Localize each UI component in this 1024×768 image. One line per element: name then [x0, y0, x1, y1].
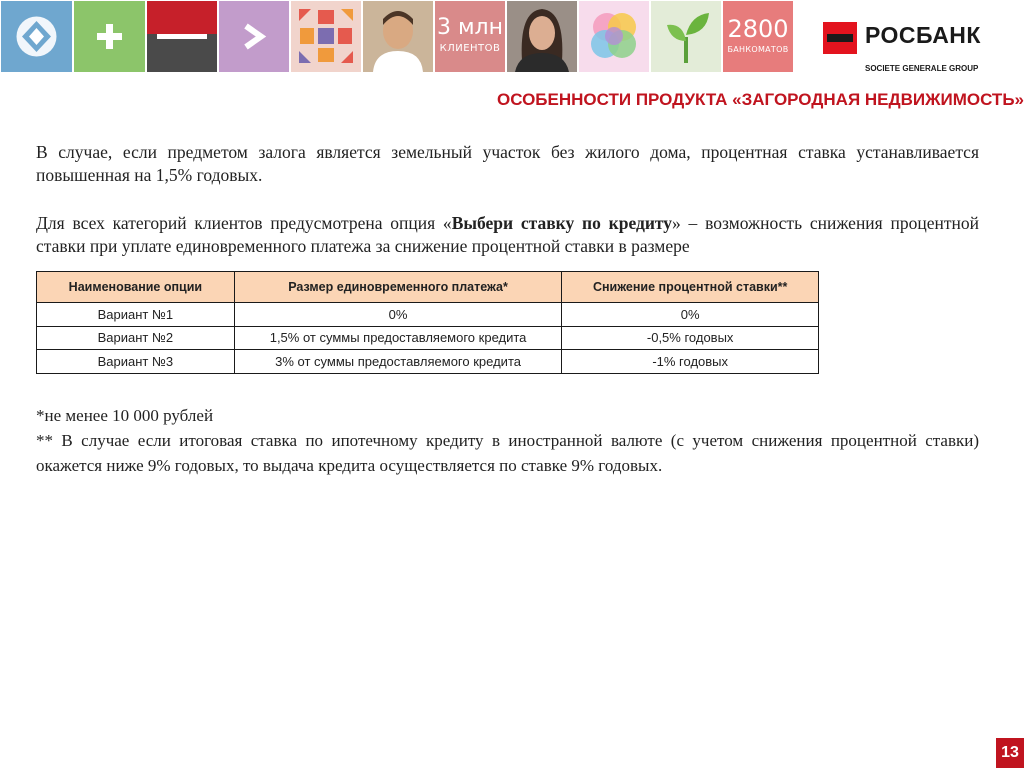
table-cell: -1% годовых: [562, 350, 819, 374]
options-table: [36, 271, 819, 374]
table-cell: 0%: [562, 303, 819, 327]
banner-tile-puzzle: [291, 1, 361, 72]
atm-count: 2800: [727, 15, 789, 43]
banner-tile-clients: [435, 1, 505, 72]
table-row: [37, 350, 819, 374]
header-banner: [0, 0, 1024, 74]
table-cell: 0%: [234, 303, 562, 327]
clients-count: 3 млн: [436, 15, 504, 40]
paragraph-rate-option-start: Для всех категорий клиентов предусмотрена опция «: [36, 213, 452, 233]
table-cell: Вариант №3: [37, 350, 235, 374]
banner-tile-atms: [723, 1, 793, 72]
table-row: [37, 326, 819, 350]
banner-tile-circles: [579, 1, 649, 72]
clients-label: КЛИЕНТОВ: [439, 43, 501, 54]
banner-tile-photo-man: [363, 1, 433, 72]
banner-tile-minus: [147, 1, 217, 72]
banner-tile-plant: [651, 1, 721, 72]
minus-icon: [147, 1, 217, 72]
table-cell: Вариант №2: [37, 326, 235, 350]
plus-icon: [74, 1, 145, 72]
chevron-right-icon: [219, 1, 289, 72]
woman-photo-icon: [507, 1, 577, 72]
table-cell: 3% от суммы предоставляемого кредита: [234, 350, 562, 374]
sprout-icon: [651, 1, 721, 72]
banner-tile-plus: [74, 1, 145, 72]
paragraph-rate-option: [36, 212, 979, 270]
table-row: [37, 303, 819, 327]
man-photo-icon: [363, 1, 433, 72]
slide-title: ОСОБЕННОСТИ ПРОДУКТА «ЗАГОРОДНАЯ НЕДВИЖИМОСТЬ»: [497, 90, 1024, 109]
table-header-row: [37, 272, 819, 303]
table-cell: Вариант №1: [37, 303, 235, 327]
footnote-currency-rate: ** В случае если итоговая ставка по ипотечному кредиту в иностранной валюте (с учетом снижения процентной ставки) окажется ниже 9% годовых, то выдача кредита осуществляется по ставке 9% годовых.: [36, 431, 979, 475]
footnote-min-payment: *не менее 10 000 рублей: [36, 406, 214, 425]
header-rate-reduction: Снижение процентной ставки**: [562, 272, 819, 303]
header-option-name: Наименование опции: [37, 272, 235, 303]
bank-symbol-icon: [1, 1, 72, 72]
page-number: 13: [996, 738, 1024, 768]
color-circles-icon: [579, 1, 649, 72]
logo-subtitle: SOCIETE GENERALE GROUP: [865, 64, 979, 73]
atm-label: БАНКОМАТОВ: [727, 45, 789, 54]
banner-tile-logo-symbol: [1, 1, 72, 72]
rosbank-logo-icon: [823, 22, 857, 54]
banner-tile-arrow: [219, 1, 289, 72]
table-cell: -0,5% годовых: [562, 326, 819, 350]
paragraph-rate-option-end: » – возможность снижения процентной ставки при уплате единовременного платежа за снижение процентной ставки в размере: [36, 213, 979, 256]
rosbank-logo: [823, 20, 1003, 73]
header-payment-size: Размер единовременного платежа*: [234, 272, 562, 303]
puzzle-arrows-icon: [291, 1, 361, 72]
table-cell: 1,5% от суммы предоставляемого кредита: [234, 326, 562, 350]
option-name: Выбери ставку по кредиту: [451, 213, 673, 233]
logo-name: РОСБАНК: [865, 22, 981, 48]
paragraph-collateral: В случае, если предметом залога является земельный участок без жилого дома, процентная ставка устанавливается повышенная на 1,5% годовых.: [36, 142, 979, 185]
banner-tile-photo-woman: [507, 1, 577, 72]
